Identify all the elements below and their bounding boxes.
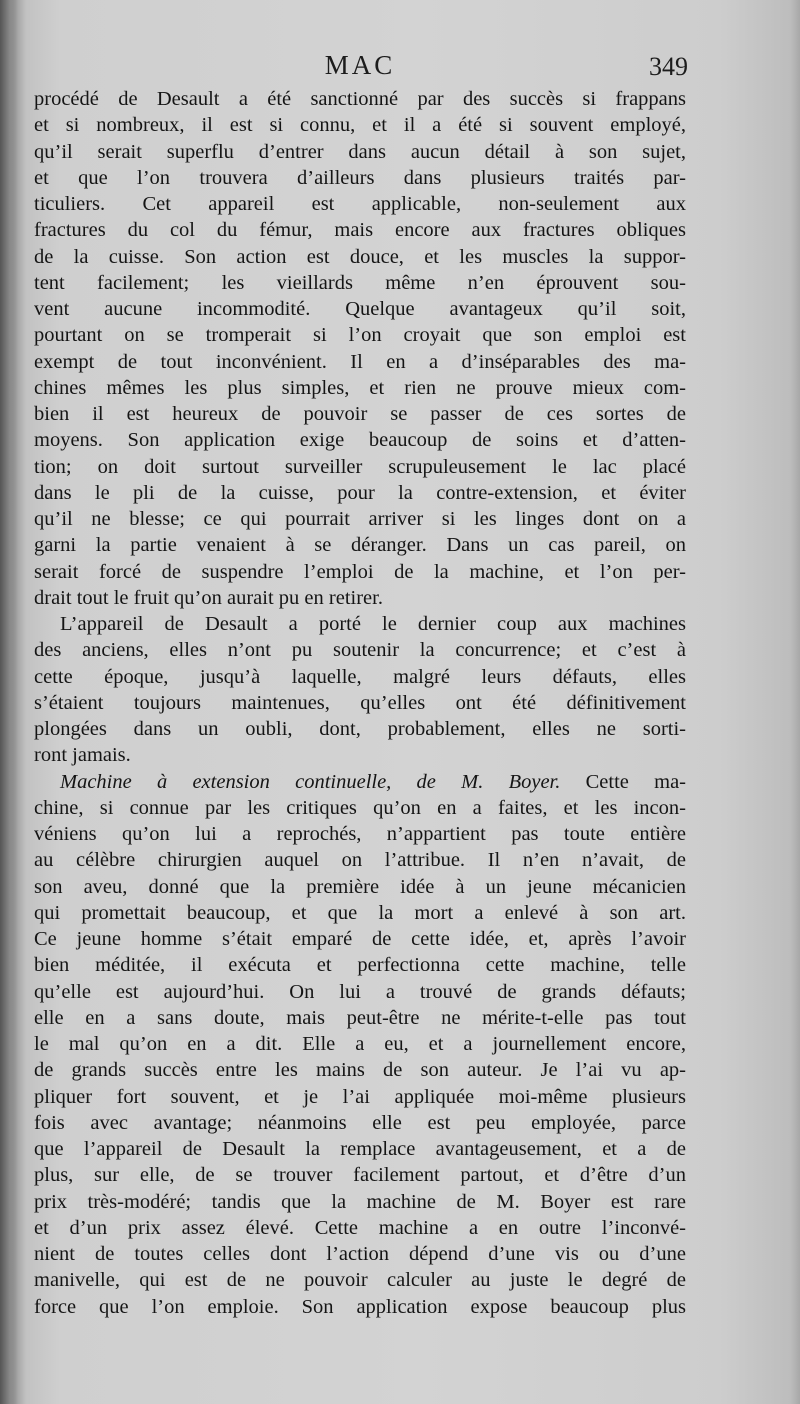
text-line: L’appareil de Desault a porté le dernier coup aux machines bbox=[60, 613, 686, 635]
text-line: fois avec avantage; néanmoins elle est peu employée, parce bbox=[34, 1111, 686, 1134]
text-line: le mal qu’on en a dit. Elle a eu, et a journellement encore, bbox=[34, 1033, 686, 1055]
text-line: tion; on doit surtout surveiller scrupuleusement le lac placé bbox=[34, 455, 686, 478]
body-text bbox=[34, 86, 686, 1320]
running-head: MAC bbox=[324, 50, 396, 80]
text-line: de la cuisse. Son action est douce, et les muscles la suppor- bbox=[34, 245, 686, 268]
text-line: garni la partie venaient à se déranger. Dans un cas pareil, on bbox=[34, 534, 686, 557]
text-line: force que l’on emploie. Son application expose beaucoup plus bbox=[34, 1295, 686, 1318]
text-line: Cette ma- bbox=[585, 770, 686, 793]
text-line: fractures du col du fémur, mais encore aux fractures obliques bbox=[34, 219, 686, 242]
text-line: nient de toutes celles dont l’action dépend d’une vis ou d’une bbox=[34, 1243, 686, 1265]
text-line: qu’elle est aujourd’hui. On lui a trouvé de grands défauts; bbox=[34, 980, 686, 1003]
text-line: des anciens, elles n’ont pu soutenir la concurrence; et c’est à bbox=[34, 639, 686, 662]
text-line: au célèbre chirurgien auquel on l’attribue. Il n’en n’avait, de bbox=[34, 849, 686, 872]
text-line: cette époque, jusqu’à laquelle, malgré leurs défauts, elles bbox=[34, 665, 686, 688]
text-line: plongées dans un oubli, dont, probablement, elles ne sorti- bbox=[34, 718, 686, 740]
page-number: 349 bbox=[649, 52, 688, 81]
text-line: elle en a sans doute, mais peut-être ne mérite-t-elle pas tout bbox=[34, 1006, 686, 1029]
text-line: plus, sur elle, de se trouver facilement partout, et d’être d’un bbox=[34, 1164, 686, 1187]
text-line: ticuliers. Cet appareil est applicable, non-seulement aux bbox=[34, 193, 686, 215]
text-line: exempt de tout inconvénient. Il en a d’inséparables des ma- bbox=[34, 350, 686, 373]
text-line: s’étaient toujours maintenues, qu’elles ont été définitivement bbox=[34, 691, 686, 714]
text-line: qui promettait beaucoup, et que la mort a enlevé à son art. bbox=[34, 901, 686, 924]
text-line: tent facilement; les vieillards même n’en éprouvent sou- bbox=[34, 271, 686, 294]
text-line: dans le pli de la cuisse, pour la contre-extension, et éviter bbox=[34, 481, 686, 504]
text-line: chines mêmes les plus simples, et rien ne prouve mieux com- bbox=[34, 376, 686, 399]
page-binding-shadow bbox=[0, 0, 18, 1404]
text-line: et si nombreux, il est si connu, et il a été si souvent employé, bbox=[34, 114, 686, 137]
text-line: chine, si connue par les critiques qu’on en a faites, et les incon- bbox=[34, 796, 686, 819]
text-line: et que l’on trouvera d’ailleurs dans plusieurs traités par- bbox=[34, 166, 686, 189]
text-line: procédé de Desault a été sanctionné par des succès si frappans bbox=[34, 88, 686, 110]
text-line: pourtant on se tromperait si l’on croyait que son emploi est bbox=[34, 324, 686, 347]
text-line: de grands succès entre les mains de son auteur. Je l’ai vu ap- bbox=[34, 1059, 686, 1082]
section-heading: Machine à extension continuelle, de M. Boyer. bbox=[60, 770, 561, 793]
text-line: drait tout le fruit qu’on aurait pu en retirer. bbox=[34, 586, 383, 609]
text-line: et d’un prix assez élevé. Cette machine a en outre l’inconvé- bbox=[34, 1216, 686, 1239]
text-line: manivelle, qui est de ne pouvoir calculer au juste le degré de bbox=[34, 1269, 686, 1292]
text-line: véniens qu’on lui a reprochés, n’appartient pas toute entière bbox=[34, 823, 686, 845]
text-line: bien méditée, il exécuta et perfectionna cette machine, telle bbox=[34, 954, 686, 977]
text-line: que l’appareil de Desault la remplace avantageusement, et a de bbox=[34, 1138, 686, 1160]
text-line: serait forcé de suspendre l’emploi de la machine, et l’on per- bbox=[34, 560, 686, 583]
text-line: qu’il ne blesse; ce qui pourrait arriver si les linges dont on a bbox=[34, 508, 686, 530]
text-line: Ce jeune homme s’était emparé de cette idée, et, après l’avoir bbox=[34, 928, 686, 950]
section-heading-line bbox=[34, 769, 686, 795]
text-line: bien il est heureux de pouvoir se passer de ces sortes de bbox=[34, 403, 686, 425]
text-line: moyens. Son application exige beaucoup de soins et d’atten- bbox=[34, 429, 686, 452]
text-line: vent aucune incommodité. Quelque avantageux qu’il soit, bbox=[34, 298, 686, 320]
text-line: son aveu, donné que la première idée à un jeune mécanicien bbox=[34, 875, 686, 898]
text-line: qu’il serait superflu d’entrer dans aucun détail à son sujet, bbox=[34, 140, 686, 163]
text-line: pliquer fort souvent, et je l’ai appliquée moi-même plusieurs bbox=[34, 1085, 686, 1108]
page-header bbox=[0, 50, 800, 86]
text-line: ront jamais. bbox=[34, 744, 131, 767]
text-line: prix très-modéré; tandis que la machine de M. Boyer est rare bbox=[34, 1190, 686, 1213]
